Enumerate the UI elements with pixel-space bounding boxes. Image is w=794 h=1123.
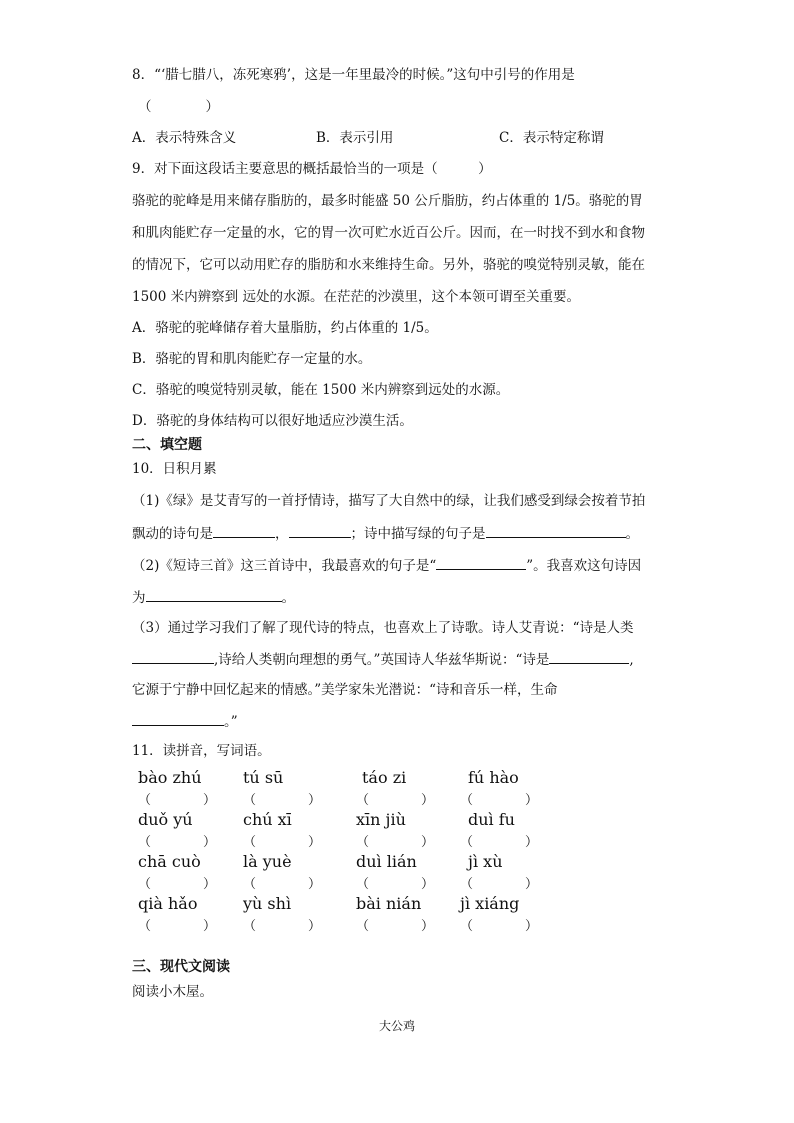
- q10-part3-text: ,诗给人类朝向理想的勇气。”英国诗人华兹华斯说：“诗是: [214, 652, 550, 668]
- q9-option-b: B．骆驼的胃和肌肉能贮存一定量的水。: [132, 351, 372, 367]
- pinyin-item: bào zhú: [138, 768, 202, 787]
- answer-paren[interactable]: （ ）: [460, 835, 539, 850]
- pinyin-item: chā cuò: [138, 852, 201, 871]
- q9-passage-line: 的情况下，它可以动用贮存的脂肪和水来维持生命。另外，骆驼的嗅觉特别灵敏，能在: [132, 257, 645, 273]
- q9-stem: 9．对下面这段话主要意思的概括最恰当的一项是（ ）: [132, 161, 492, 177]
- answer-paren[interactable]: （ ）: [243, 793, 322, 808]
- q10-part1-text: 飘动的诗句是: [132, 526, 213, 542]
- pinyin-item: qià hǎo: [138, 894, 198, 913]
- q10-part3-line1: （3）通过学习我们了解了现代诗的特点，也喜欢上了诗歌。诗人艾青说：“诗是人类: [132, 620, 634, 636]
- answer-paren[interactable]: （ ）: [243, 835, 322, 850]
- answer-blank[interactable]: [146, 588, 282, 602]
- answer-paren[interactable]: （ ）: [138, 919, 217, 934]
- answer-paren[interactable]: （ ）: [460, 877, 539, 892]
- q10-part2-line2: [132, 588, 295, 607]
- q10-part1-text: ；诗中描写绿的句子是: [350, 526, 486, 542]
- q10-part1-text: ，: [275, 526, 289, 542]
- pinyin-item: chú xī: [243, 810, 292, 829]
- reading-title: 阅读小木屋。: [132, 984, 213, 1000]
- answer-blank[interactable]: [549, 650, 629, 664]
- pinyin-item: jì xù: [468, 852, 503, 871]
- pinyin-item: duǒ yú: [138, 810, 193, 829]
- pinyin-item: yù shì: [243, 894, 292, 913]
- q10-title: 10．日积月累: [132, 461, 217, 477]
- q8-option-c: C．表示特定称谓: [499, 130, 604, 146]
- q9-passage-line: 1500 米内辨察到 远处的水源。在茫茫的沙漠里，这个本领可谓至关重要。: [132, 289, 580, 305]
- answer-blank[interactable]: [486, 524, 626, 538]
- q10-part3-line4: [132, 712, 238, 731]
- answer-blank[interactable]: [436, 556, 526, 570]
- answer-blank[interactable]: [289, 524, 351, 538]
- answer-blank[interactable]: [132, 712, 224, 726]
- q10-part1-line2: [132, 524, 639, 543]
- answer-paren[interactable]: （ ）: [356, 793, 435, 808]
- q10-part2-text: ”。我喜欢这句诗因: [526, 558, 642, 574]
- q9-option-d: D．骆驼的身体结构可以很好地适应沙漠生活。: [132, 413, 413, 429]
- pinyin-item: duì lián: [356, 852, 417, 871]
- section-heading-modern-reading: 三、现代文阅读: [132, 959, 230, 975]
- page-footer: 大公鸡: [378, 1019, 415, 1033]
- pinyin-item: duì fu: [468, 810, 515, 829]
- q10-part3-line2: [132, 650, 634, 669]
- q8-option-a: A．表示特殊含义: [132, 130, 237, 146]
- q10-part2-text: 为: [132, 590, 146, 606]
- answer-paren[interactable]: （ ）: [138, 793, 217, 808]
- pinyin-item: táo zi: [362, 768, 407, 787]
- answer-paren[interactable]: （ ）: [460, 919, 539, 934]
- pinyin-item: tú sū: [243, 768, 284, 787]
- answer-paren[interactable]: （ ）: [138, 877, 217, 892]
- q10-part2-text: 。: [281, 590, 295, 606]
- q10-part3-text: 。”: [224, 714, 238, 730]
- q8-option-b: B．表示引用: [316, 130, 394, 146]
- q10-part2-line1: [132, 556, 641, 575]
- q10-part1-text: 。: [625, 526, 639, 542]
- answer-blank[interactable]: [213, 524, 275, 538]
- section-heading-fill-blank: 二、填空题: [132, 437, 202, 453]
- q10-part1-line1: （1)《绿》是艾青写的一首抒情诗，描写了大自然中的绿，让我们感受到绿会按着节拍: [132, 493, 646, 509]
- q9-option-c: C．骆驼的嗅觉特别灵敏，能在 1500 米内辨察到远处的水源。: [132, 382, 510, 398]
- pinyin-item: bài nián: [356, 894, 422, 913]
- q8-stem: 8．“‘腊七腊八，冻死寒鸦’，这是一年里最冷的时候。”这句中引号的作用是: [132, 67, 575, 83]
- q9-option-a: A．骆驼的驼峰储存着大量脂肪，约占体重的 1/5。: [132, 320, 438, 336]
- pinyin-item: jì xiáng: [460, 894, 520, 913]
- q10-part3-text: ,: [629, 652, 634, 668]
- answer-paren[interactable]: （ ）: [356, 835, 435, 850]
- q10-part2-text: （2)《短诗三首》这三首诗中，我最喜欢的句子是“: [132, 558, 437, 574]
- answer-blank[interactable]: [132, 650, 214, 664]
- pinyin-item: là yuè: [243, 852, 292, 871]
- q11-title: 11．读拼音，写词语。: [132, 743, 271, 759]
- answer-paren[interactable]: （ ）: [460, 793, 539, 808]
- answer-paren[interactable]: （ ）: [243, 877, 322, 892]
- q9-passage-line: 骆驼的驼峰是用来储存脂肪的，最多时能盛 50 公斤脂肪，约占体重的 1/5。骆驼的胃: [132, 193, 643, 209]
- pinyin-item: xīn jiù: [356, 810, 406, 829]
- q9-passage-line: 和肌肉能贮存一定量的水，它的胃一次可贮水近百公斤。因而，在一时找不到水和食物: [132, 225, 645, 241]
- answer-paren[interactable]: （ ）: [243, 919, 322, 934]
- answer-paren[interactable]: （ ）: [356, 877, 435, 892]
- answer-paren[interactable]: （ ）: [138, 835, 217, 850]
- q8-answer-paren: （ ）: [138, 99, 219, 115]
- q10-part3-line3: 它源于宁静中回忆起来的情感。”美学家朱光潜说：“诗和音乐一样，生命: [132, 682, 558, 698]
- pinyin-item: fú hào: [468, 768, 519, 787]
- answer-paren[interactable]: （ ）: [356, 919, 435, 934]
